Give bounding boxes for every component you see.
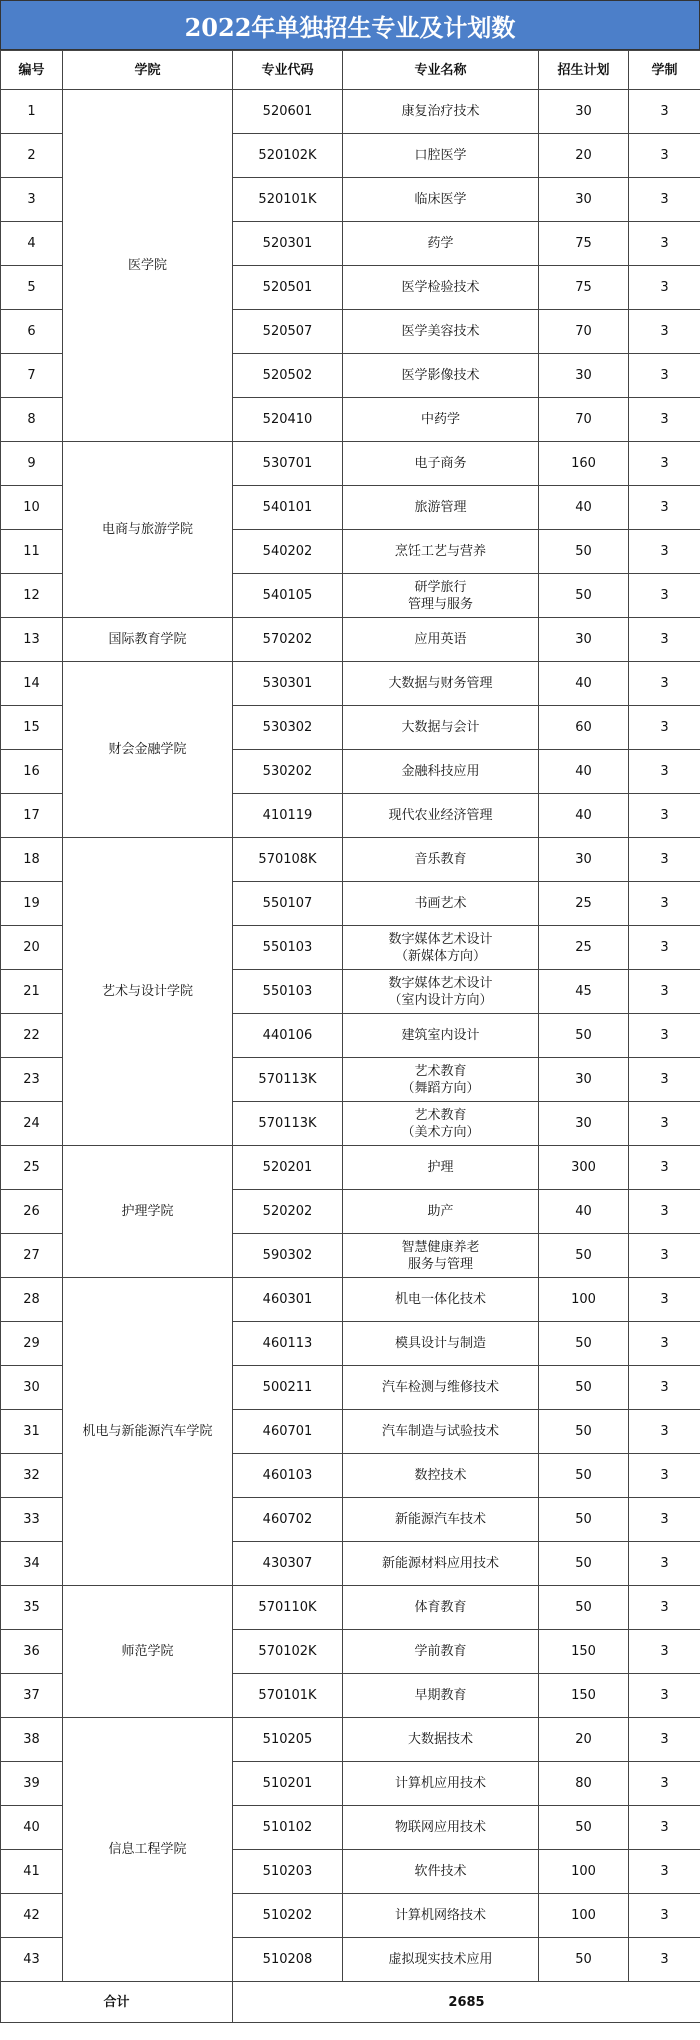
major-code: 550103 — [233, 970, 343, 1014]
table-row — [1, 1586, 700, 1630]
enrollment-plan: 50 — [539, 530, 629, 574]
enrollment-plan: 70 — [539, 310, 629, 354]
study-duration: 3 — [629, 1806, 700, 1850]
major-code: 520501 — [233, 266, 343, 310]
study-duration: 3 — [629, 618, 700, 662]
row-number: 5 — [1, 266, 63, 310]
enrollment-plan: 40 — [539, 794, 629, 838]
row-number: 16 — [1, 750, 63, 794]
enrollment-plan: 45 — [539, 970, 629, 1014]
major-code: 530301 — [233, 662, 343, 706]
major-code: 530202 — [233, 750, 343, 794]
table-row — [1, 1146, 700, 1190]
study-duration: 3 — [629, 662, 700, 706]
major-code: 520601 — [233, 90, 343, 134]
major-code: 510203 — [233, 1850, 343, 1894]
major-code: 570202 — [233, 618, 343, 662]
study-duration: 3 — [629, 222, 700, 266]
study-duration: 3 — [629, 1542, 700, 1586]
major-name: 现代农业经济管理 — [343, 794, 539, 838]
table-row — [1, 1718, 700, 1762]
major-name: 新能源汽车技术 — [343, 1498, 539, 1542]
major-code: 590302 — [233, 1234, 343, 1278]
table-row — [1, 442, 700, 486]
enrollment-plan: 40 — [539, 1190, 629, 1234]
study-duration: 3 — [629, 530, 700, 574]
major-code: 530701 — [233, 442, 343, 486]
table-row — [1, 1278, 700, 1322]
row-number: 11 — [1, 530, 63, 574]
study-duration: 3 — [629, 398, 700, 442]
major-code: 440106 — [233, 1014, 343, 1058]
major-name: 早期教育 — [343, 1674, 539, 1718]
study-duration: 3 — [629, 1894, 700, 1938]
study-duration: 3 — [629, 178, 700, 222]
study-duration: 3 — [629, 1718, 700, 1762]
major-name: 电子商务 — [343, 442, 539, 486]
major-code: 570108K — [233, 838, 343, 882]
row-number: 27 — [1, 1234, 63, 1278]
table-row — [1, 90, 700, 134]
row-number: 40 — [1, 1806, 63, 1850]
major-code: 550103 — [233, 926, 343, 970]
row-number: 22 — [1, 1014, 63, 1058]
major-name: 中药学 — [343, 398, 539, 442]
enrollment-plan: 50 — [539, 1498, 629, 1542]
major-code: 570101K — [233, 1674, 343, 1718]
major-name: 数控技术 — [343, 1454, 539, 1498]
study-duration: 3 — [629, 1190, 700, 1234]
table-row — [1, 618, 700, 662]
major-name: 艺术教育 （美术方向） — [343, 1102, 539, 1146]
enrollment-plan: 30 — [539, 178, 629, 222]
enrollment-plan: 50 — [539, 1806, 629, 1850]
major-name: 汽车检测与维修技术 — [343, 1366, 539, 1410]
enrollment-plan: 30 — [539, 90, 629, 134]
major-name: 临床医学 — [343, 178, 539, 222]
major-name: 应用英语 — [343, 618, 539, 662]
major-code: 570110K — [233, 1586, 343, 1630]
header-row — [1, 51, 700, 90]
major-code: 540105 — [233, 574, 343, 618]
study-duration: 3 — [629, 970, 700, 1014]
major-name: 物联网应用技术 — [343, 1806, 539, 1850]
enrollment-plan: 80 — [539, 1762, 629, 1806]
row-number: 26 — [1, 1190, 63, 1234]
major-name: 药学 — [343, 222, 539, 266]
major-code: 520201 — [233, 1146, 343, 1190]
major-name: 汽车制造与试验技术 — [343, 1410, 539, 1454]
major-code: 550107 — [233, 882, 343, 926]
study-duration: 3 — [629, 354, 700, 398]
major-code: 510205 — [233, 1718, 343, 1762]
college-cell: 师范学院 — [63, 1586, 233, 1718]
major-code: 520502 — [233, 354, 343, 398]
enrollment-plan: 50 — [539, 1322, 629, 1366]
table-row — [1, 662, 700, 706]
major-code: 510202 — [233, 1894, 343, 1938]
enrollment-plan: 20 — [539, 134, 629, 178]
major-name: 护理 — [343, 1146, 539, 1190]
row-number: 2 — [1, 134, 63, 178]
study-duration: 3 — [629, 1234, 700, 1278]
enrollment-plan: 30 — [539, 1058, 629, 1102]
enrollment-plan: 20 — [539, 1718, 629, 1762]
study-duration: 3 — [629, 1014, 700, 1058]
major-name: 软件技术 — [343, 1850, 539, 1894]
row-number: 8 — [1, 398, 63, 442]
major-code: 520102K — [233, 134, 343, 178]
major-code: 570113K — [233, 1058, 343, 1102]
major-code: 520410 — [233, 398, 343, 442]
study-duration: 3 — [629, 1454, 700, 1498]
enrollment-plan: 30 — [539, 618, 629, 662]
major-code: 510102 — [233, 1806, 343, 1850]
enrollment-plan: 300 — [539, 1146, 629, 1190]
major-name: 金融科技应用 — [343, 750, 539, 794]
row-number: 41 — [1, 1850, 63, 1894]
enrollment-plan: 25 — [539, 926, 629, 970]
study-duration: 3 — [629, 1762, 700, 1806]
major-name: 智慧健康养老 服务与管理 — [343, 1234, 539, 1278]
row-number: 37 — [1, 1674, 63, 1718]
study-duration: 3 — [629, 1058, 700, 1102]
study-duration: 3 — [629, 266, 700, 310]
enrollment-plan: 70 — [539, 398, 629, 442]
study-duration: 3 — [629, 1102, 700, 1146]
study-duration: 3 — [629, 1674, 700, 1718]
total-row — [1, 1982, 700, 2023]
total-value: 2685 — [233, 1982, 700, 2023]
study-duration: 3 — [629, 838, 700, 882]
row-number: 19 — [1, 882, 63, 926]
row-number: 38 — [1, 1718, 63, 1762]
study-duration: 3 — [629, 926, 700, 970]
major-name: 数字媒体艺术设计 （新媒体方向） — [343, 926, 539, 970]
study-duration: 3 — [629, 442, 700, 486]
enrollment-plan: 75 — [539, 222, 629, 266]
major-code: 510201 — [233, 1762, 343, 1806]
study-duration: 3 — [629, 1938, 700, 1982]
major-code: 460701 — [233, 1410, 343, 1454]
college-cell: 医学院 — [63, 90, 233, 442]
major-name: 计算机应用技术 — [343, 1762, 539, 1806]
row-number: 43 — [1, 1938, 63, 1982]
enrollment-plan: 25 — [539, 882, 629, 926]
row-number: 9 — [1, 442, 63, 486]
major-name: 研学旅行 管理与服务 — [343, 574, 539, 618]
college-cell: 国际教育学院 — [63, 618, 233, 662]
major-name: 医学美容技术 — [343, 310, 539, 354]
major-name: 大数据与会计 — [343, 706, 539, 750]
row-number: 23 — [1, 1058, 63, 1102]
enrollment-plan: 50 — [539, 574, 629, 618]
major-code: 460103 — [233, 1454, 343, 1498]
study-duration: 3 — [629, 1322, 700, 1366]
study-duration: 3 — [629, 1630, 700, 1674]
college-cell: 护理学院 — [63, 1146, 233, 1278]
row-number: 12 — [1, 574, 63, 618]
row-number: 14 — [1, 662, 63, 706]
study-duration: 3 — [629, 1278, 700, 1322]
major-name: 模具设计与制造 — [343, 1322, 539, 1366]
major-code: 500211 — [233, 1366, 343, 1410]
total-label: 合计 — [1, 1982, 233, 2023]
enrollment-plan: 50 — [539, 1014, 629, 1058]
table-body — [1, 90, 700, 1982]
enrollment-plan: 60 — [539, 706, 629, 750]
major-name: 机电一体化技术 — [343, 1278, 539, 1322]
row-number: 28 — [1, 1278, 63, 1322]
header-enrollment-plan: 招生计划 — [539, 51, 629, 90]
study-duration: 3 — [629, 134, 700, 178]
header-college: 学院 — [63, 51, 233, 90]
row-number: 32 — [1, 1454, 63, 1498]
major-name: 康复治疗技术 — [343, 90, 539, 134]
college-cell: 信息工程学院 — [63, 1718, 233, 1982]
row-number: 1 — [1, 90, 63, 134]
row-number: 18 — [1, 838, 63, 882]
study-duration: 3 — [629, 1586, 700, 1630]
row-number: 42 — [1, 1894, 63, 1938]
row-number: 30 — [1, 1366, 63, 1410]
enrollment-plan: 150 — [539, 1674, 629, 1718]
enrollment-plan: 150 — [539, 1630, 629, 1674]
study-duration: 3 — [629, 90, 700, 134]
major-code: 510208 — [233, 1938, 343, 1982]
major-name: 医学检验技术 — [343, 266, 539, 310]
enrollment-plan: 40 — [539, 750, 629, 794]
study-duration: 3 — [629, 1498, 700, 1542]
row-number: 39 — [1, 1762, 63, 1806]
major-name: 烹饪工艺与营养 — [343, 530, 539, 574]
row-number: 7 — [1, 354, 63, 398]
row-number: 29 — [1, 1322, 63, 1366]
row-number: 21 — [1, 970, 63, 1014]
major-name: 音乐教育 — [343, 838, 539, 882]
study-duration: 3 — [629, 706, 700, 750]
enrollment-plan: 100 — [539, 1894, 629, 1938]
major-code: 460702 — [233, 1498, 343, 1542]
major-name: 数字媒体艺术设计 （室内设计方向） — [343, 970, 539, 1014]
enrollment-plan: 30 — [539, 838, 629, 882]
major-code: 570102K — [233, 1630, 343, 1674]
major-code: 570113K — [233, 1102, 343, 1146]
table-title: 2022年单独招生专业及计划数 — [0, 0, 700, 50]
major-code: 540202 — [233, 530, 343, 574]
major-name: 计算机网络技术 — [343, 1894, 539, 1938]
major-name: 学前教育 — [343, 1630, 539, 1674]
major-code: 410119 — [233, 794, 343, 838]
college-cell: 电商与旅游学院 — [63, 442, 233, 618]
enrollment-table — [0, 50, 700, 2023]
major-code: 520202 — [233, 1190, 343, 1234]
major-code: 540101 — [233, 486, 343, 530]
row-number: 6 — [1, 310, 63, 354]
enrollment-plan: 50 — [539, 1366, 629, 1410]
row-number: 35 — [1, 1586, 63, 1630]
study-duration: 3 — [629, 310, 700, 354]
major-name: 大数据与财务管理 — [343, 662, 539, 706]
major-name: 书画艺术 — [343, 882, 539, 926]
row-number: 36 — [1, 1630, 63, 1674]
college-cell: 财会金融学院 — [63, 662, 233, 838]
row-number: 31 — [1, 1410, 63, 1454]
row-number: 33 — [1, 1498, 63, 1542]
major-code: 520507 — [233, 310, 343, 354]
study-duration: 3 — [629, 574, 700, 618]
major-code: 520101K — [233, 178, 343, 222]
major-code: 460113 — [233, 1322, 343, 1366]
enrollment-plan: 50 — [539, 1586, 629, 1630]
row-number: 13 — [1, 618, 63, 662]
row-number: 34 — [1, 1542, 63, 1586]
major-code: 430307 — [233, 1542, 343, 1586]
major-code: 460301 — [233, 1278, 343, 1322]
study-duration: 3 — [629, 750, 700, 794]
study-duration: 3 — [629, 794, 700, 838]
enrollment-plan: 30 — [539, 354, 629, 398]
major-name: 新能源材料应用技术 — [343, 1542, 539, 1586]
header-major-name: 专业名称 — [343, 51, 539, 90]
study-duration: 3 — [629, 486, 700, 530]
header-major-code: 专业代码 — [233, 51, 343, 90]
row-number: 15 — [1, 706, 63, 750]
enrollment-plan: 30 — [539, 1102, 629, 1146]
enrollment-plan: 75 — [539, 266, 629, 310]
college-cell: 机电与新能源汽车学院 — [63, 1278, 233, 1586]
study-duration: 3 — [629, 882, 700, 926]
row-number: 10 — [1, 486, 63, 530]
enrollment-plan: 40 — [539, 662, 629, 706]
enrollment-plan: 50 — [539, 1938, 629, 1982]
header-number: 编号 — [1, 51, 63, 90]
enrollment-plan: 50 — [539, 1410, 629, 1454]
major-name: 旅游管理 — [343, 486, 539, 530]
study-duration: 3 — [629, 1410, 700, 1454]
major-name: 体育教育 — [343, 1586, 539, 1630]
enrollment-plan: 40 — [539, 486, 629, 530]
row-number: 3 — [1, 178, 63, 222]
header-duration: 学制 — [629, 51, 700, 90]
row-number: 20 — [1, 926, 63, 970]
enrollment-plan: 100 — [539, 1850, 629, 1894]
study-duration: 3 — [629, 1850, 700, 1894]
major-name: 艺术教育 （舞蹈方向） — [343, 1058, 539, 1102]
major-code: 520301 — [233, 222, 343, 266]
major-code: 530302 — [233, 706, 343, 750]
study-duration: 3 — [629, 1146, 700, 1190]
row-number: 17 — [1, 794, 63, 838]
enrollment-plan: 50 — [539, 1234, 629, 1278]
major-name: 建筑室内设计 — [343, 1014, 539, 1058]
table-row — [1, 838, 700, 882]
major-name: 医学影像技术 — [343, 354, 539, 398]
row-number: 25 — [1, 1146, 63, 1190]
enrollment-plan: 160 — [539, 442, 629, 486]
enrollment-plan: 50 — [539, 1454, 629, 1498]
major-name: 虚拟现实技术应用 — [343, 1938, 539, 1982]
major-name: 口腔医学 — [343, 134, 539, 178]
row-number: 24 — [1, 1102, 63, 1146]
college-cell: 艺术与设计学院 — [63, 838, 233, 1146]
major-name: 助产 — [343, 1190, 539, 1234]
row-number: 4 — [1, 222, 63, 266]
enrollment-plan: 50 — [539, 1542, 629, 1586]
enrollment-plan: 100 — [539, 1278, 629, 1322]
major-name: 大数据技术 — [343, 1718, 539, 1762]
study-duration: 3 — [629, 1366, 700, 1410]
